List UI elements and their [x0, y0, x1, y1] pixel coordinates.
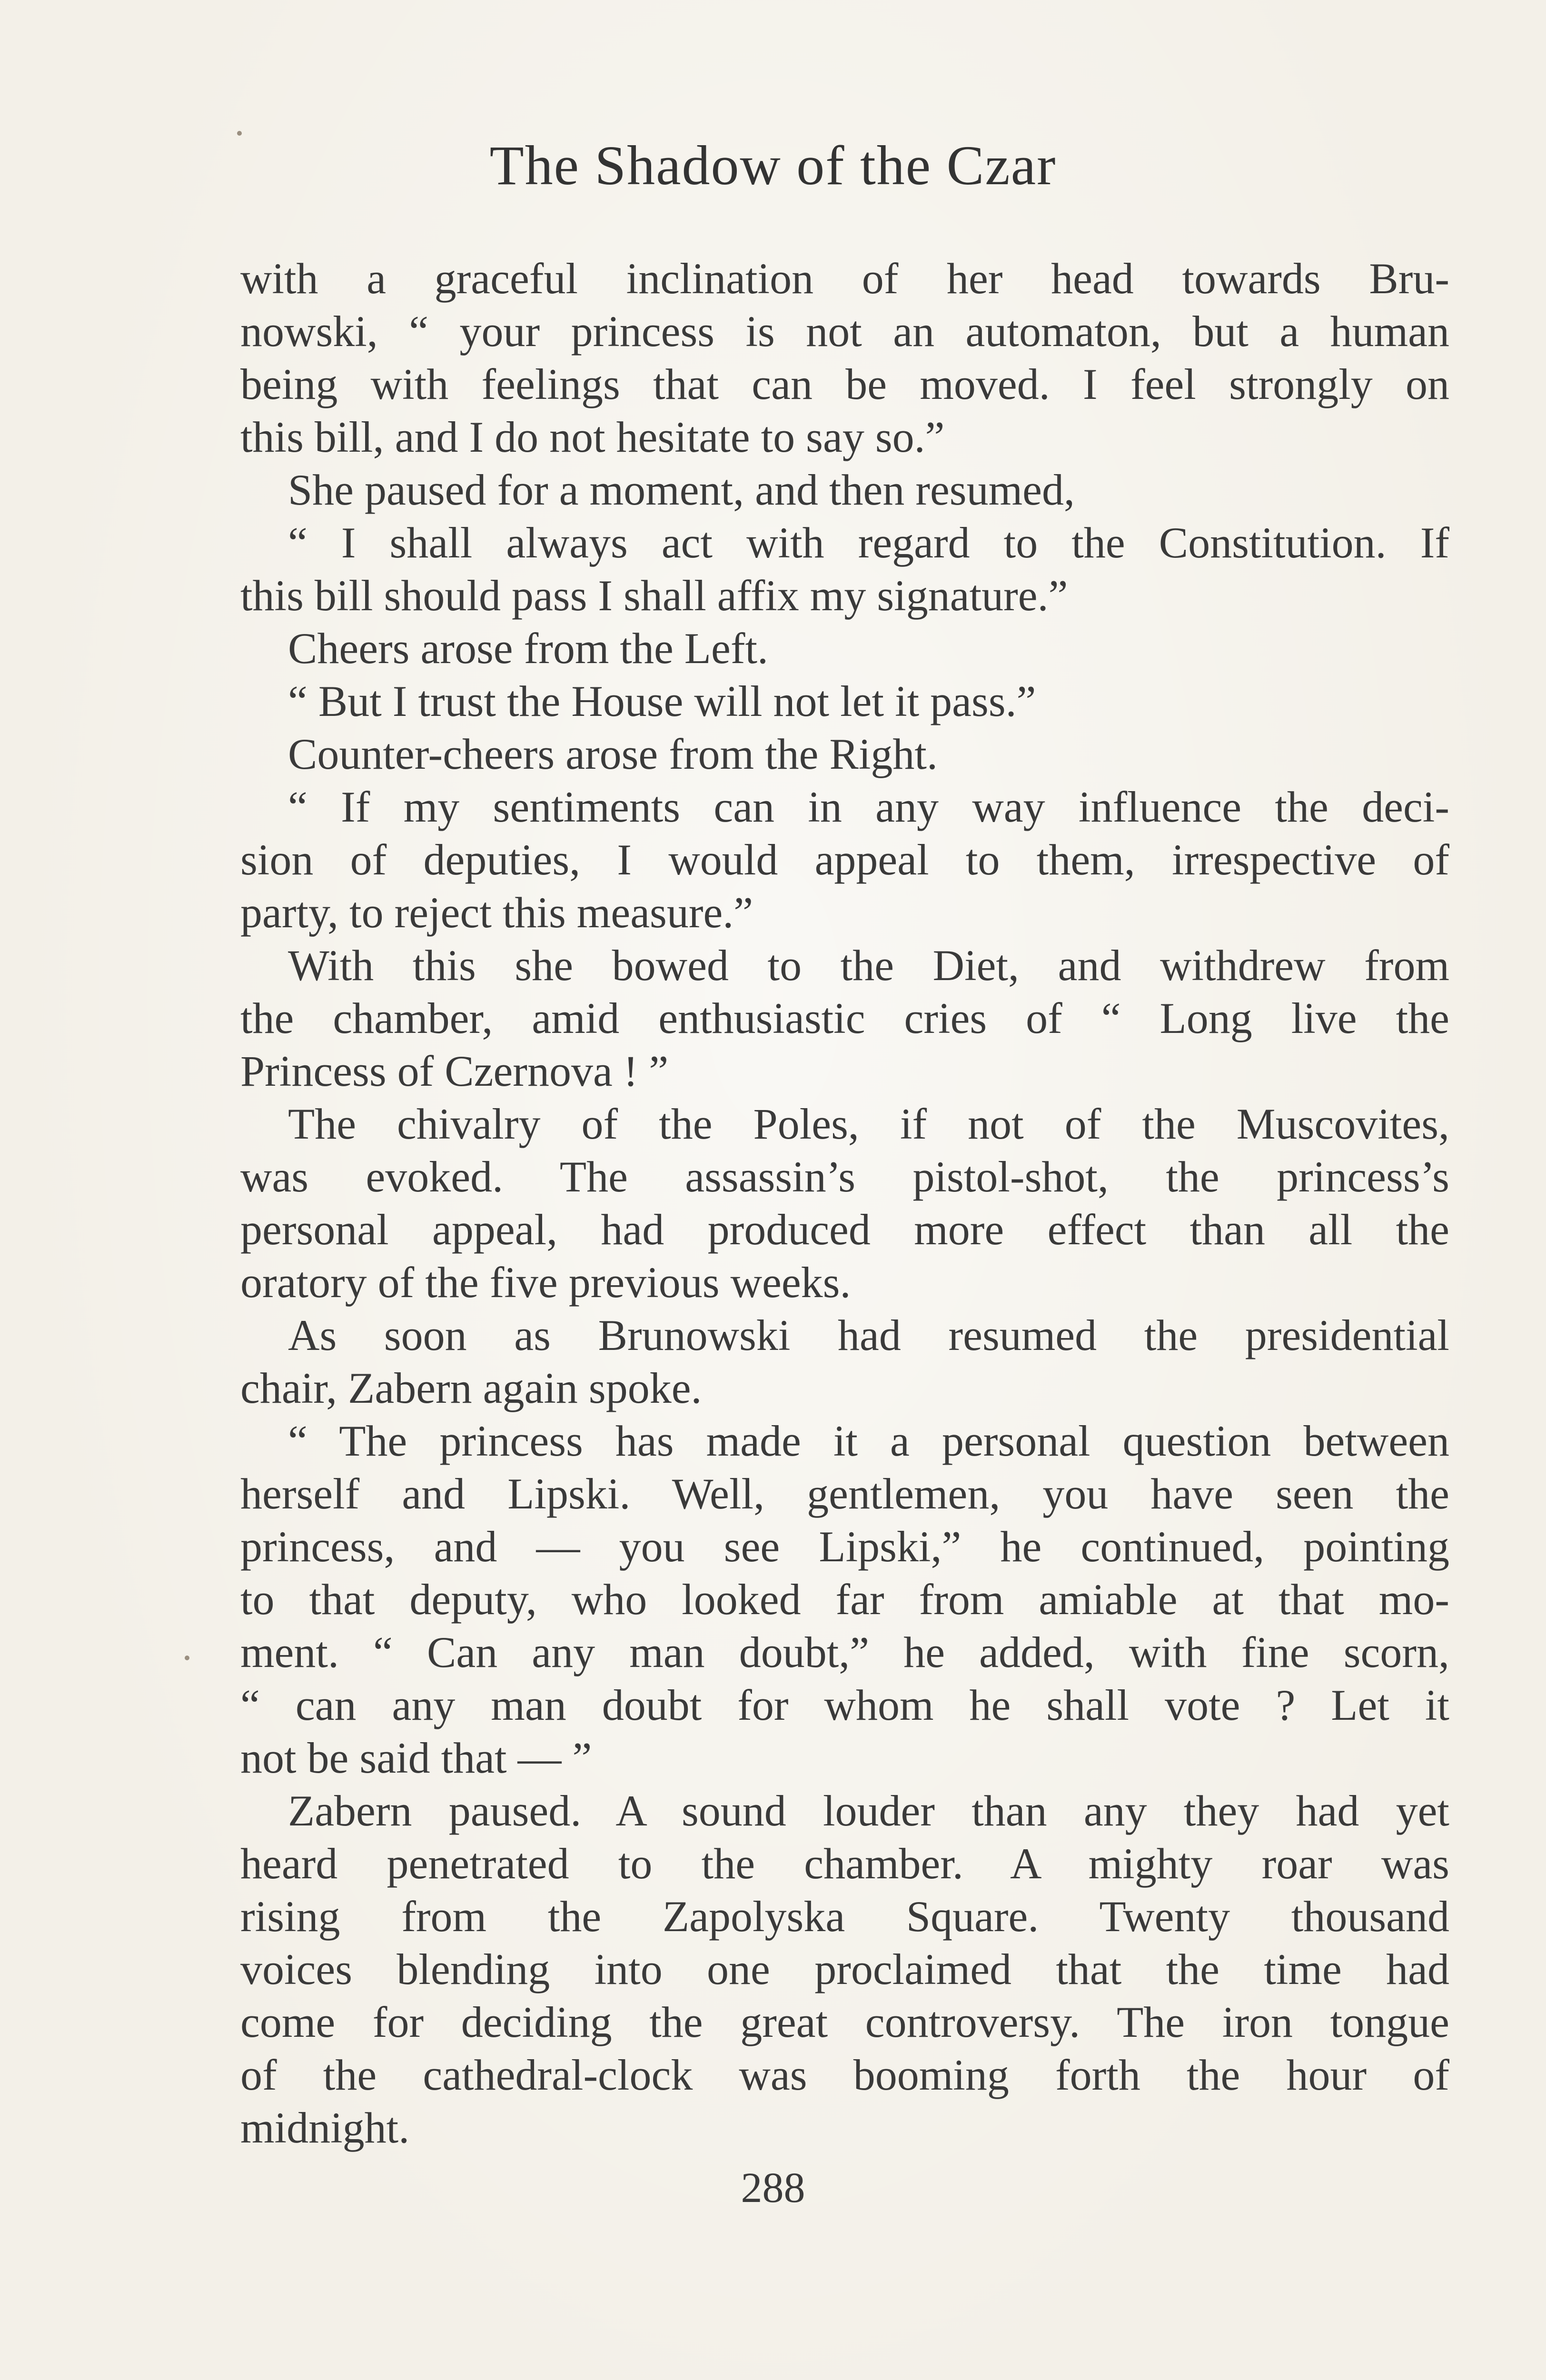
text-line: this bill, and I do not hesitate to say so.”	[240, 413, 945, 461]
text-line: “ But I trust the House will not let it pass.”	[288, 677, 1036, 725]
text-line: Princess of Czernova ! ”	[240, 1047, 669, 1095]
text-line: of the cathedral-clock was booming forth the hour of	[240, 2051, 1449, 2099]
body-text	[240, 252, 1449, 2154]
text-line: was evoked. The assassin’s pistol-shot, the princess’s	[240, 1152, 1449, 1201]
text-line: The chivalry of the Poles, if not of the Muscovites,	[288, 1100, 1449, 1148]
text-line: chair, Zabern again spoke.	[240, 1364, 702, 1412]
text-line: with a graceful inclination of her head towards Bru-	[240, 254, 1449, 303]
text-line: sion of deputies, I would appeal to them, irrespective of	[240, 835, 1449, 884]
text-line: princess, and — you see Lipski,” he continued, pointing	[240, 1522, 1449, 1571]
text-line: “ If my sentiments can in any way influence the deci-	[288, 783, 1449, 831]
text-line: not be said that — ”	[240, 1734, 592, 1782]
text-line: heard penetrated to the chamber. A mighty roar was	[240, 1839, 1449, 1888]
running-title: The Shadow of the Czar	[489, 134, 1057, 197]
text-line: With this she bowed to the Diet, and withdrew from	[288, 941, 1449, 990]
text-line: As soon as Brunowski had resumed the presidential	[288, 1311, 1449, 1359]
text-line: nowski, “ your princess is not an automaton, but a human	[240, 307, 1449, 356]
text-line: this bill should pass I shall affix my signature.”	[240, 571, 1068, 620]
text-line: come for deciding the great controversy. The iron tongue	[240, 1998, 1449, 2046]
paper-speck	[185, 1656, 189, 1660]
text-line: ment. “ Can any man doubt,” he added, with fine scorn,	[240, 1628, 1449, 1676]
text-line: “ The princess has made it a personal question between	[288, 1417, 1449, 1465]
text-line: the chamber, amid enthusiastic cries of “ Long live the	[240, 994, 1449, 1042]
text-line: “ can any man doubt for whom he shall vote ? Let it	[240, 1681, 1449, 1729]
text-line: Zabern paused. A sound louder than any they had yet	[288, 1786, 1449, 1835]
text-line: personal appeal, had produced more effect than all the	[240, 1205, 1449, 1254]
paper-speck	[237, 131, 242, 136]
text-line: Cheers arose from the Left.	[288, 624, 769, 673]
text-line: voices blending into one proclaimed that the time had	[240, 1945, 1449, 1993]
text-line: herself and Lipski. Well, gentlemen, you have seen the	[240, 1469, 1449, 1518]
page-number: 288	[741, 2164, 805, 2211]
text-line: “ I shall always act with regard to the Constitution. If	[288, 518, 1449, 567]
text-line: being with feelings that can be moved. I feel strongly on	[240, 360, 1449, 408]
text-line: oratory of the five previous weeks.	[240, 1258, 851, 1307]
text-line: She paused for a moment, and then resumed,	[288, 466, 1075, 514]
text-line: party, to reject this measure.”	[240, 888, 753, 937]
text-line: Counter-cheers arose from the Right.	[288, 730, 938, 778]
text-line: midnight.	[240, 2103, 410, 2152]
text-line: rising from the Zapolyska Square. Twenty thousand	[240, 1892, 1449, 1941]
text-line: to that deputy, who looked far from amiable at that mo-	[240, 1575, 1449, 1624]
